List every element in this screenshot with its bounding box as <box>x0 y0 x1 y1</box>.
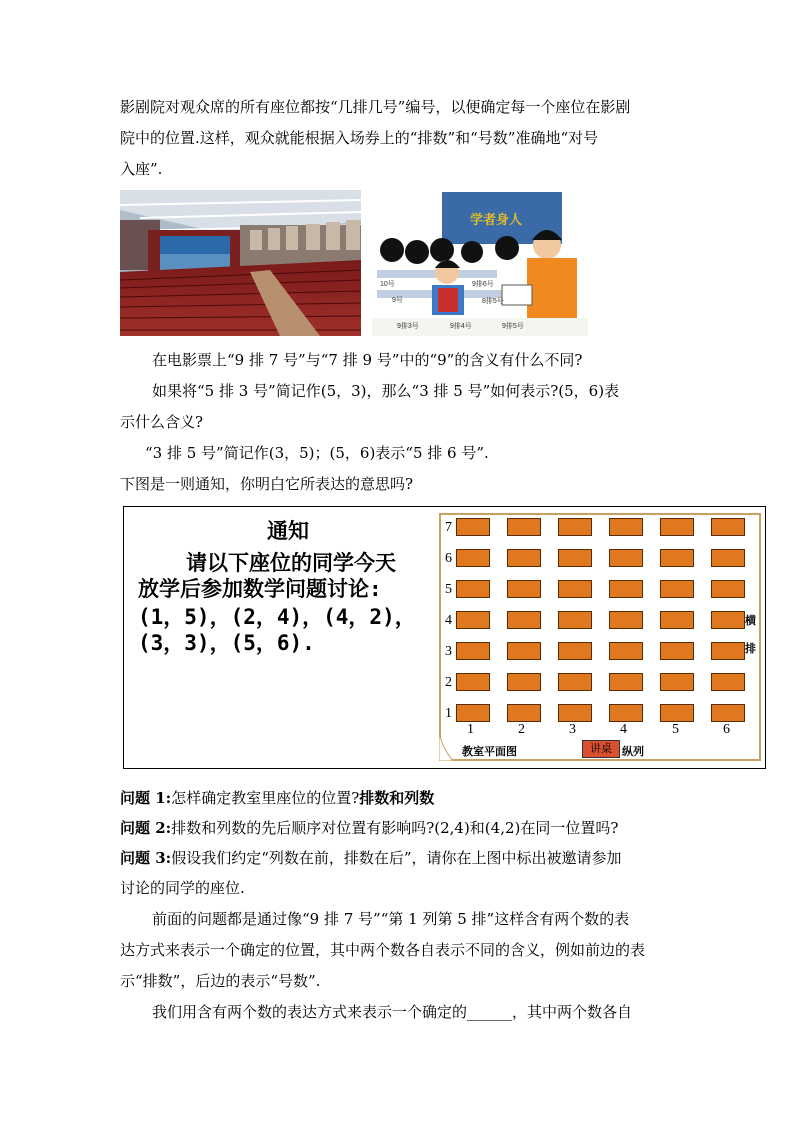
row-label-6: 6 <box>445 551 452 566</box>
cartoon-label-6: 9排5号 <box>502 323 524 330</box>
notice-body-2: 放学后参加数学问题讨论: <box>138 577 382 601</box>
row-label-4: 4 <box>445 613 452 628</box>
row-label-1: 1 <box>445 706 452 721</box>
notation-answer: “3 排 5 号”简记作(3，5)；(5，6)表示“5 排 6 号”. <box>145 444 489 462</box>
side-label-pai: 排 <box>745 643 756 655</box>
desk-r6-c5 <box>660 549 694 567</box>
desk-r4-c1 <box>456 611 490 629</box>
problem-3-cont: 讨论的同学的座位. <box>120 879 245 897</box>
desk-r5-c1 <box>456 580 490 598</box>
desk-r2-c1 <box>456 673 490 691</box>
desk-r7-c4 <box>609 518 643 536</box>
desk-r1-c1 <box>456 704 490 722</box>
intro-line-1: 影剧院对观众席的所有座位都按“几排几号”编号，以便确定每一个座位在影剧 <box>120 98 631 116</box>
desk-r4-c4 <box>609 611 643 629</box>
desk-r4-c3 <box>558 611 592 629</box>
desk-r3-c3 <box>558 642 592 660</box>
desk-r7-c2 <box>507 518 541 536</box>
problem-1-text: 怎样确定教室里座位的位置? <box>171 789 360 807</box>
desk-r4-c2 <box>507 611 541 629</box>
desk-r2-c5 <box>660 673 694 691</box>
notice-body-4: (3，3)，(5，6). <box>138 631 315 655</box>
summary-3: 示“排数”，后边的表示“号数”. <box>120 972 321 990</box>
plan-label: 教室平面图 <box>462 746 517 758</box>
col-label-4: 4 <box>620 722 627 737</box>
desk-r6-c1 <box>456 549 490 567</box>
cartoon-banner: 学者身人 <box>470 212 523 227</box>
theater-photo <box>120 190 361 336</box>
desk-r3-c6 <box>711 642 745 660</box>
summary-2: 达方式来表示一个确定的位置，其中两个数各自表示不同的含义，例如前边的表 <box>120 941 646 959</box>
col-label-1: 1 <box>467 722 474 737</box>
desk-r7-c6 <box>711 518 745 536</box>
desk-r6-c6 <box>711 549 745 567</box>
desk-r3-c1 <box>456 642 490 660</box>
desk-r5-c5 <box>660 580 694 598</box>
desk-r1-c6 <box>711 704 745 722</box>
desk-r3-c5 <box>660 642 694 660</box>
row-label-5: 5 <box>445 582 452 597</box>
desk-r3-c4 <box>609 642 643 660</box>
cartoon-label-7: 10号 <box>380 281 395 288</box>
intro-line-3: 入座”. <box>120 160 163 178</box>
desk-r1-c2 <box>507 704 541 722</box>
problem-2-label: 问题 2: <box>120 819 172 837</box>
row-label-2: 2 <box>445 675 452 690</box>
summary-4: 我们用含有两个数的表达方式来表示一个确定的______，其中两个数各自 <box>152 1003 633 1021</box>
desk-r1-c4 <box>609 704 643 722</box>
intro-line-2: 院中的位置.这样，观众就能根据入场券上的“排数”和“号数”准确地“对号 <box>120 129 599 147</box>
cartoon-label-1: 9排6号 <box>472 281 494 288</box>
col-axis-label: 纵列 <box>622 746 644 758</box>
desk-r2-c3 <box>558 673 592 691</box>
problem-1-answer: 排数和列数 <box>359 789 435 807</box>
desk-r7-c3 <box>558 518 592 536</box>
desk-r5-c4 <box>609 580 643 598</box>
notice-title: 通知 <box>267 519 309 543</box>
problem-2-text: 排数和列数的先后顺序对位置有影响吗?(2,4)和(4,2)在同一位置吗? <box>171 819 619 837</box>
desk-r7-c1 <box>456 518 490 536</box>
cartoon-label-5: 9排4号 <box>450 323 472 330</box>
desk-r3-c2 <box>507 642 541 660</box>
problem-1 <box>120 788 434 808</box>
question-notation-b: 示什么含义? <box>120 413 204 431</box>
desk-r1-c3 <box>558 704 592 722</box>
desk-r5-c3 <box>558 580 592 598</box>
question-ticket: 在电影票上“9 排 7 号”与“7 排 9 号”中的“9”的含义有什么不同? <box>152 351 583 369</box>
desk-r2-c4 <box>609 673 643 691</box>
desk-r5-c6 <box>711 580 745 598</box>
classroom-cartoon <box>372 190 588 336</box>
desk-r4-c5 <box>660 611 694 629</box>
cartoon-label-2: 9号 <box>392 297 403 304</box>
side-label-heng: 横 <box>745 615 756 627</box>
notice-intro: 下图是一则通知，你明白它所表达的意思吗? <box>120 475 414 493</box>
podium: 讲桌 <box>582 740 620 758</box>
problem-3 <box>120 848 622 868</box>
desk-r6-c4 <box>609 549 643 567</box>
row-label-7: 7 <box>445 520 452 535</box>
cartoon-label-3: 8排5号 <box>482 298 504 305</box>
notice-body-1: 请以下座位的同学今天 <box>186 551 396 575</box>
desk-r2-c2 <box>507 673 541 691</box>
desk-r6-c3 <box>558 549 592 567</box>
problem-2 <box>120 818 618 838</box>
desk-r5-c2 <box>507 580 541 598</box>
col-label-5: 5 <box>672 722 679 737</box>
desk-r4-c6 <box>711 611 745 629</box>
problem-3-label: 问题 3: <box>120 849 172 867</box>
desk-r7-c5 <box>660 518 694 536</box>
desk-r6-c2 <box>507 549 541 567</box>
col-label-6: 6 <box>723 722 730 737</box>
col-label-2: 2 <box>518 722 525 737</box>
notice-body-3: (1，5)，(2，4)，(4，2)， <box>138 605 416 629</box>
row-label-3: 3 <box>445 644 452 659</box>
cartoon-label-4: 9排3号 <box>397 323 419 330</box>
summary-1: 前面的问题都是通过像“9 排 7 号”“第 1 列第 5 排”这样含有两个数的表 <box>152 910 630 928</box>
problem-3-text: 假设我们约定“列数在前，排数在后”，请你在上图中标出被邀请参加 <box>171 849 622 867</box>
problem-1-label: 问题 1: <box>120 789 172 807</box>
desk-r1-c5 <box>660 704 694 722</box>
desk-r2-c6 <box>711 673 745 691</box>
col-label-3: 3 <box>569 722 576 737</box>
question-notation-a: 如果将“5 排 3 号”简记作(5，3)，那么“3 排 5 号”如何表示?(5，6)表 <box>152 382 620 400</box>
